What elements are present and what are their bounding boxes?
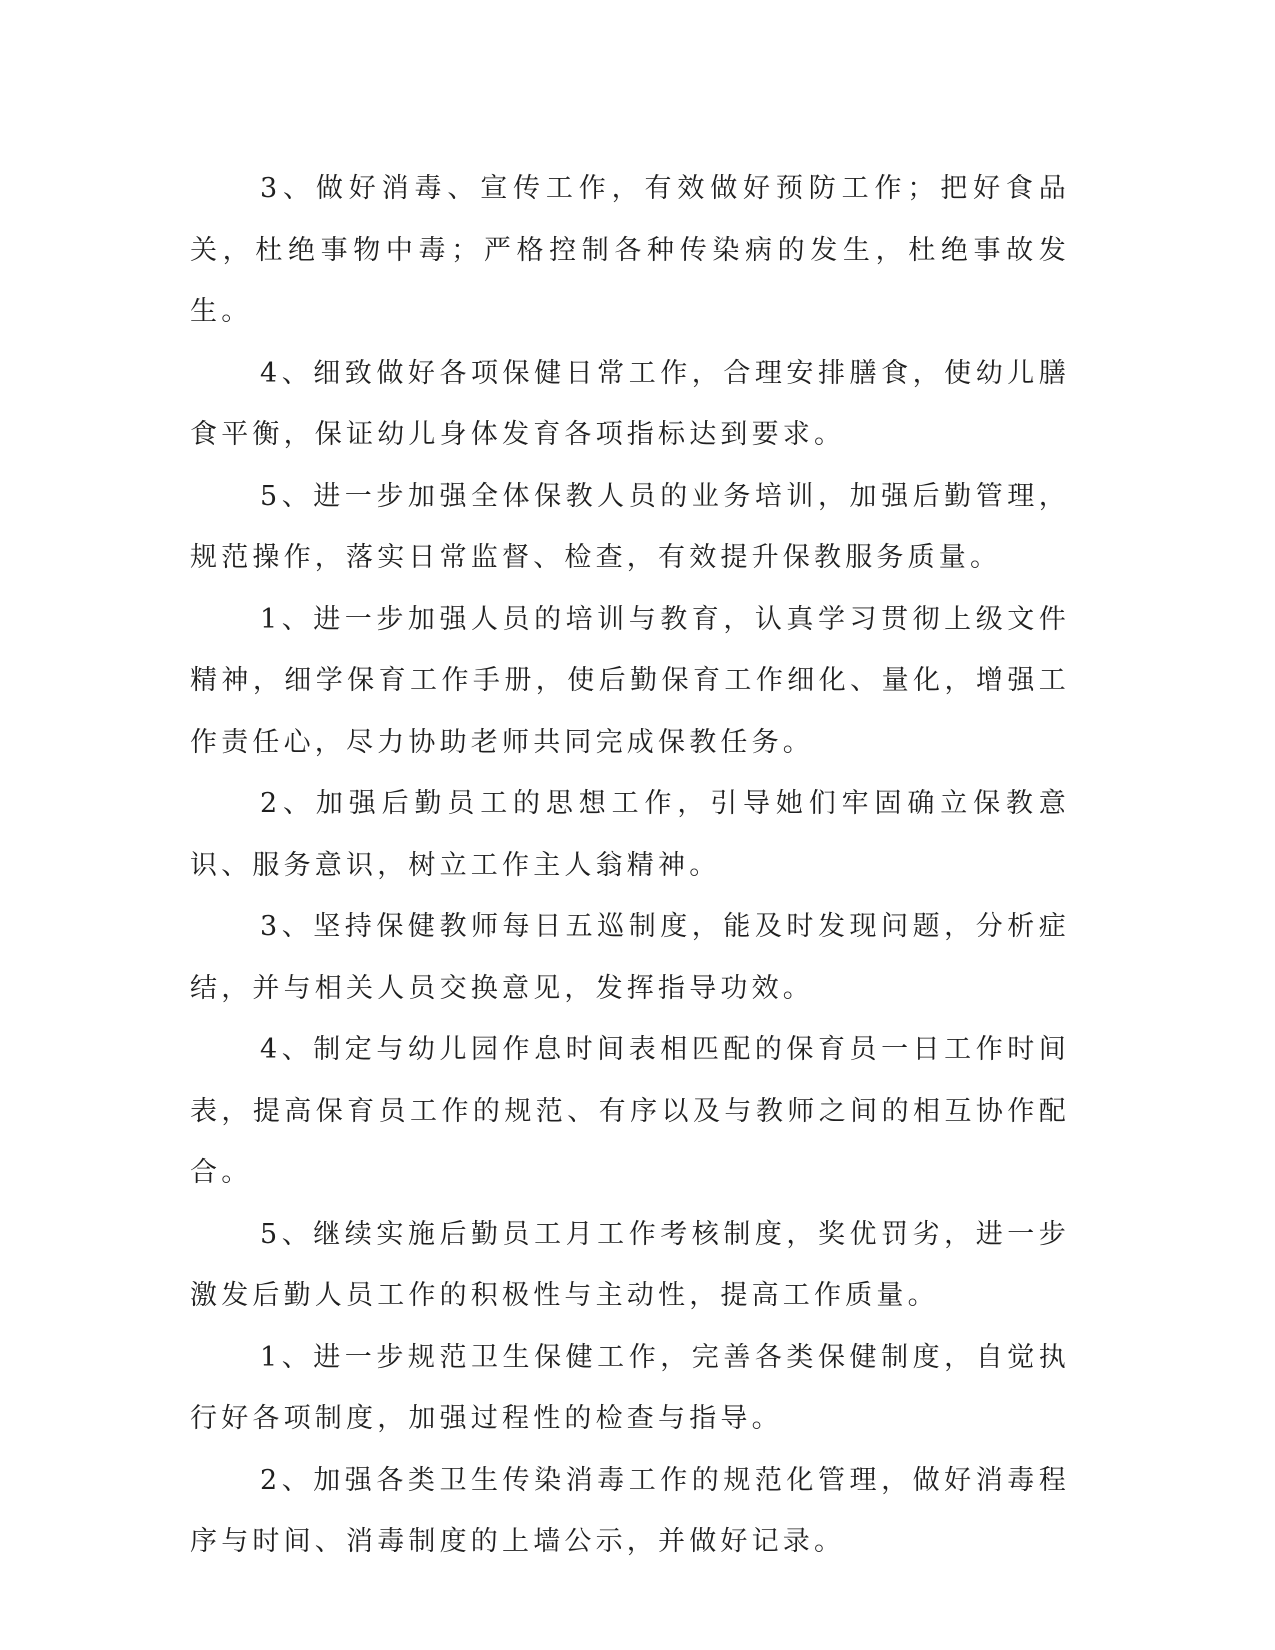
paragraph-8: 5、继续实施后勤员工月工作考核制度，奖优罚劣，进一步激发后勤人员工作的积极性与主动性，提高工作质量。 [190, 1218, 1070, 1311]
paragraph-1: 3、做好消毒、宣传工作，有效做好预防工作；把好食品关，杜绝事物中毒；严格控制各种传染病的发生，杜绝事故发生。 [190, 173, 1070, 327]
paragraph-3: 5、进一步加强全体保教人员的业务培训，加强后勤管理，规范操作，落实日常监督、检查，有效提升保教服务质量。 [190, 480, 1070, 573]
paragraph-9: 1、进一步规范卫生保健工作，完善各类保健制度，自觉执行好各项制度，加强过程性的检查与指导。 [190, 1341, 1070, 1434]
paragraph-4: 1、进一步加强人员的培训与教育，认真学习贯彻上级文件精神，细学保育工作手册，使后勤保育工作细化、量化，增强工作责任心，尽力协助老师共同完成保教任务。 [190, 603, 1070, 758]
document-body [190, 158, 1070, 1573]
paragraph-7: 4、制定与幼儿园作息时间表相匹配的保育员一日工作时间表，提高保育员工作的规范、有序以及与教师之间的相互协作配合。 [190, 1034, 1070, 1188]
paragraph-2: 4、细致做好各项保健日常工作，合理安排膳食，使幼儿膳食平衡，保证幼儿身体发育各项指标达到要求。 [190, 357, 1070, 450]
paragraph-5: 2、加强后勤员工的思想工作，引导她们牢固确立保教意识、服务意识，树立工作主人翁精神。 [190, 788, 1070, 881]
paragraph-6: 3、坚持保健教师每日五巡制度，能及时发现问题，分析症结，并与相关人员交换意见，发挥指导功效。 [190, 911, 1070, 1004]
paragraph-10: 2、加强各类卫生传染消毒工作的规范化管理，做好消毒程序与时间、消毒制度的上墙公示，并做好记录。 [190, 1464, 1070, 1557]
